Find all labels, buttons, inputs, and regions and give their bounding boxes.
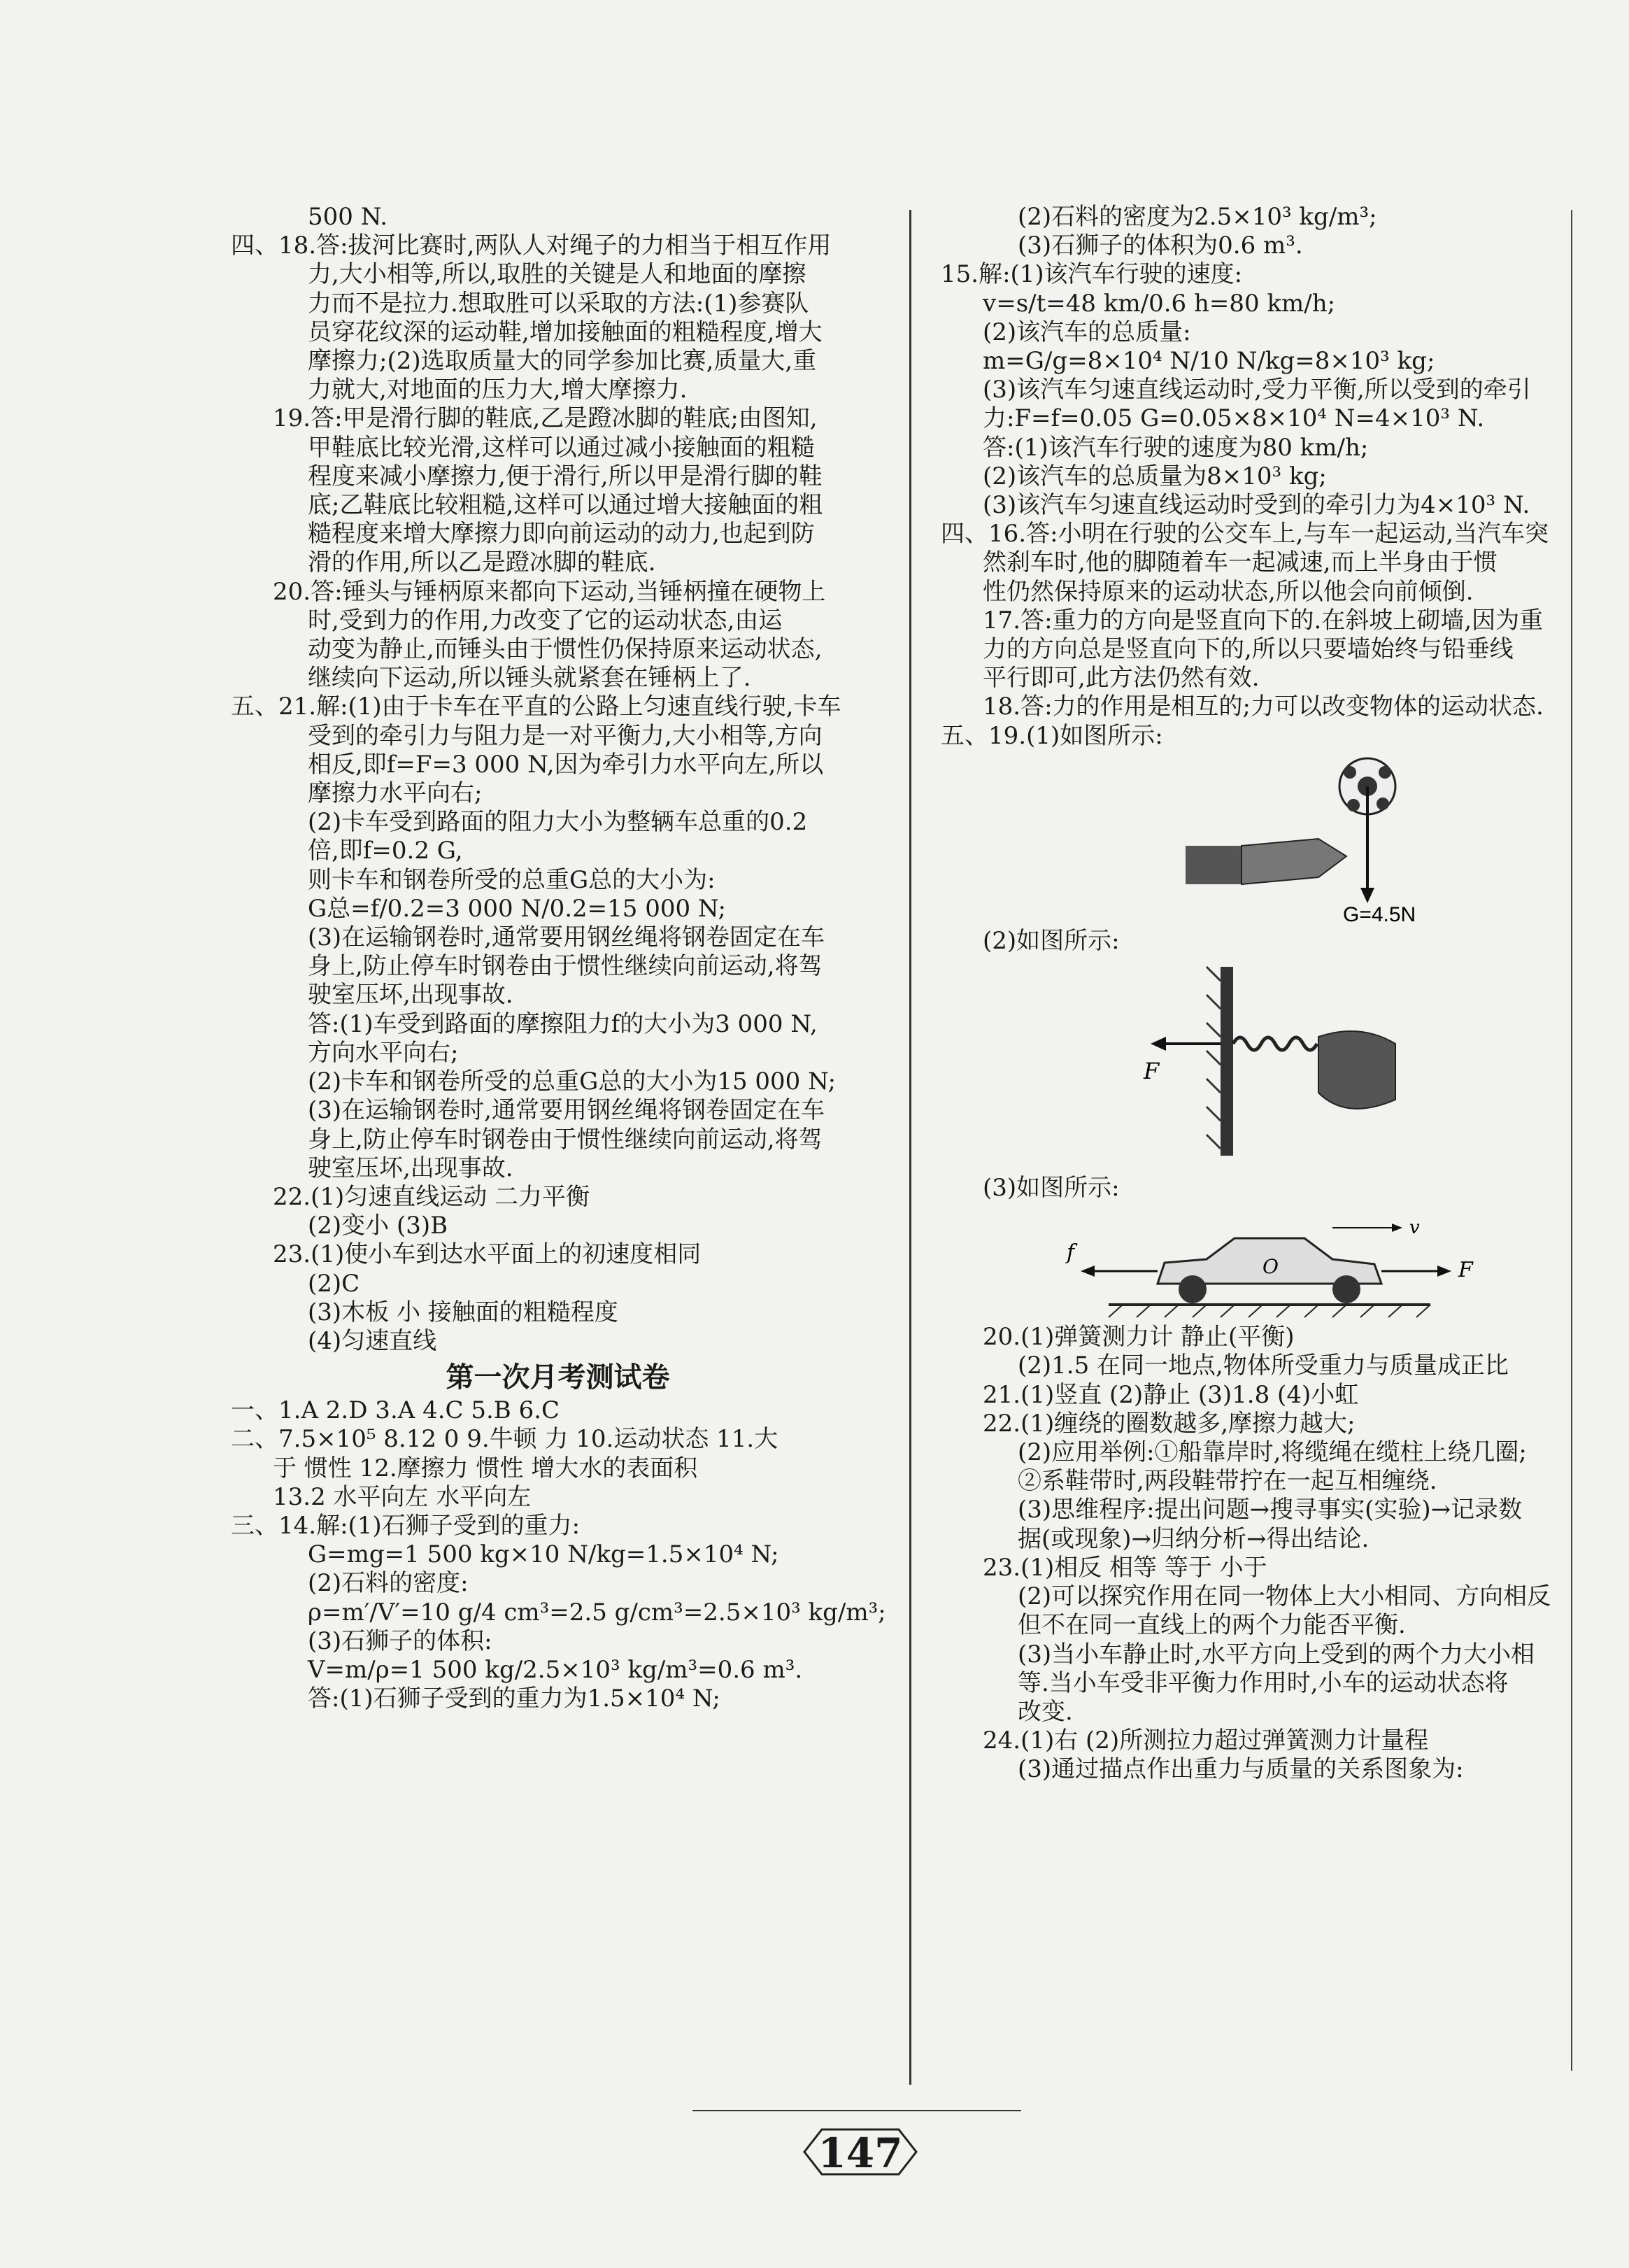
page-number bbox=[790, 2124, 930, 2180]
text-line: 22.(1)缠绕的圈数越多,摩擦力越大; bbox=[983, 1409, 1356, 1438]
right-answers-block bbox=[941, 203, 1556, 751]
text-line: 22.(1)匀速直线运动 二力平衡 bbox=[273, 1182, 590, 1211]
text-line: 四、16.答:小明在行驶的公交车上,与车一起运动,当汽车突 bbox=[941, 520, 1549, 548]
text-line: 身上,防止停车时钢卷由于惯性继续向前运动,将驾 bbox=[308, 952, 823, 981]
text-line: 五、21.解:(1)由于卡车在平直的公路上匀速直线行驶,卡车 bbox=[231, 693, 841, 721]
text-line: 三、14.解:(1)石狮子受到的重力: bbox=[231, 1511, 581, 1540]
text-line: V=m/ρ=1 500 kg/2.5×10³ kg/m³=0.6 m³. bbox=[308, 1655, 803, 1684]
kick-ball-diagram bbox=[941, 755, 1556, 923]
right-column bbox=[941, 203, 1556, 1785]
text-line: 21.(1)竖直 (2)静止 (3)1.8 (4)小虹 bbox=[983, 1380, 1359, 1409]
text-line: 力:F=f=0.05 G=0.05×8×10⁴ N=4×10³ N. bbox=[983, 404, 1485, 433]
text-line: 改变. bbox=[1018, 1697, 1073, 1726]
text-line: 13.2 水平向左 水平向左 bbox=[273, 1482, 532, 1511]
text-line: (3)在运输钢卷时,通常要用钢丝绳将钢卷固定在车 bbox=[308, 923, 825, 952]
text-line: 然刹车时,他的脚随着车一起减速,而上半身由于惯 bbox=[983, 548, 1498, 577]
text-line: 糙程度来增大摩擦力即向前运动的动力,也起到防 bbox=[308, 520, 815, 548]
text-line: (3)石狮子的体积: bbox=[308, 1626, 492, 1655]
text-line: (4)匀速直线 bbox=[308, 1326, 437, 1355]
text-line: 方向水平向右; bbox=[308, 1038, 459, 1067]
text-line: (2)1.5 在同一地点,物体所受重力与质量成正比 bbox=[1018, 1352, 1509, 1380]
text-line: 500 N. bbox=[308, 203, 388, 231]
figure-kick-ball bbox=[941, 755, 1556, 923]
traction-F-label: F bbox=[1458, 1258, 1473, 1283]
text-line: 24.(1)右 (2)所测拉力超过弹簧测力计量程 bbox=[983, 1727, 1429, 1755]
text-line: ②系鞋带时,两段鞋带拧在一起互相缠绕. bbox=[1018, 1467, 1437, 1496]
text-line: 受到的牵引力与阻力是一对平衡力,大小相等,方向 bbox=[308, 721, 823, 750]
text-line: 相反,即f=F=3 000 N,因为牵引力水平向左,所以 bbox=[308, 750, 824, 779]
text-line: (3)在运输钢卷时,通常要用钢丝绳将钢卷固定在车 bbox=[308, 1096, 825, 1125]
text-line: 19.答:甲是滑行脚的鞋底,乙是蹬冰脚的鞋底;由图知, bbox=[273, 404, 818, 433]
text-line: 据(或现象)→归纳分析→得出结论. bbox=[1018, 1524, 1370, 1553]
text-line: 18.答:力的作用是相互的;力可以改变物体的运动状态. bbox=[983, 693, 1544, 721]
text-line: 甲鞋底比较光滑,这样可以通过减小接触面的粗糙 bbox=[308, 433, 815, 462]
text-line: 倍,即f=0.2 G, bbox=[308, 837, 463, 865]
text-line: 动变为静止,而锤头由于惯性仍保持原来运动状态, bbox=[308, 635, 823, 664]
text-line: (2)卡车受到路面的阻力大小为整辆车总重的0.2 bbox=[308, 808, 808, 837]
text-line: (3)通过描点作出重力与质量的关系图象为: bbox=[1018, 1755, 1464, 1784]
text-line: (2)可以探究作用在同一物体上大小相同、方向相反 bbox=[1018, 1582, 1551, 1611]
text-line: 底;乙鞋底比较粗糙,这样可以通过增大接触面的粗 bbox=[308, 491, 823, 520]
text-line: 身上,防止停车时钢卷由于惯性继续向前运动,将驾 bbox=[308, 1125, 823, 1154]
text-line: 于 惯性 12.摩擦力 惯性 增大水的表面积 bbox=[273, 1454, 698, 1482]
page-number-text: 147 bbox=[818, 2129, 903, 2177]
text-line: (2)石料的密度: bbox=[308, 1569, 469, 1598]
text-line: (3)木板 小 接触面的粗糙程度 bbox=[308, 1298, 618, 1326]
fig3-caption: (3)如图所示: bbox=[983, 1174, 1120, 1203]
text-line: 但不在同一直线上的两个力能否平衡. bbox=[1018, 1611, 1406, 1640]
text-line: 力而不是拉力.想取胜可以采取的方法:(1)参赛队 bbox=[308, 289, 809, 318]
text-line: 平行即可,此方法仍然有效. bbox=[983, 664, 1260, 693]
left-answers-block-2 bbox=[231, 1396, 885, 1713]
text-line: 力就大,对地面的压力大,增大摩擦力. bbox=[308, 376, 688, 404]
text-line: 五、19.(1)如图所示: bbox=[941, 721, 1163, 750]
text-line: 员穿花纹深的运动鞋,增加接触面的粗糙程度,增大 bbox=[308, 318, 823, 346]
text-line: 四、18.答:拔河比赛时,两队人对绳子的力相当于相互作用 bbox=[231, 232, 832, 260]
text-line: (2)该汽车的总质量: bbox=[983, 318, 1191, 346]
text-line: 时,受到力的作用,力改变了它的运动状态,由运 bbox=[308, 606, 783, 635]
text-line: 等.当小车受非平衡力作用时,小车的运动状态将 bbox=[1018, 1668, 1509, 1697]
text-line: 驶室压坏,出现事故. bbox=[308, 1154, 513, 1182]
text-line: (2)石料的密度为2.5×10³ kg/m³; bbox=[1018, 203, 1377, 231]
car-diagram bbox=[941, 1207, 1556, 1319]
text-line: (3)当小车静止时,水平方向上受到的两个力大小相 bbox=[1018, 1640, 1535, 1668]
text-line: 答:(1)石狮子受到的重力为1.5×10⁴ N; bbox=[308, 1685, 720, 1713]
text-line: 17.答:重力的方向是竖直向下的.在斜坡上砌墙,因为重 bbox=[983, 606, 1544, 635]
gravity-label: G=4.5N bbox=[1343, 902, 1416, 923]
center-o-label: O bbox=[1262, 1255, 1279, 1279]
right-answers-block-2 bbox=[941, 1323, 1556, 1784]
text-line: (2)卡车和钢卷所受的总重G总的大小为15 000 N; bbox=[308, 1068, 837, 1096]
text-line: 驶室压坏,出现事故. bbox=[308, 981, 513, 1009]
text-line: 则卡车和钢卷所受的总重G总的大小为: bbox=[308, 865, 716, 894]
text-line: G总=f/0.2=3 000 N/0.2=15 000 N; bbox=[308, 894, 726, 923]
text-line: 力,大小相等,所以,取胜的关键是人和地面的摩擦 bbox=[308, 260, 806, 289]
left-column bbox=[231, 203, 885, 1713]
friction-f-label: f bbox=[1067, 1240, 1075, 1266]
text-line: (3)该汽车匀速直线运动时,受力平衡,所以受到的牵引 bbox=[983, 376, 1531, 404]
section-title: 第一次月考测试卷 bbox=[446, 1361, 670, 1394]
text-line: 滑的作用,所以乙是蹬冰脚的鞋底. bbox=[308, 548, 656, 577]
wall-spring-diagram bbox=[941, 960, 1556, 1170]
text-line: (3)该汽车匀速直线运动时受到的牵引力为4×10³ N. bbox=[983, 491, 1530, 520]
figure-wall-spring bbox=[941, 960, 1556, 1170]
text-line: 23.(1)相反 相等 等于 小于 bbox=[983, 1553, 1267, 1582]
page-number-rule bbox=[692, 2110, 1021, 2111]
left-answers-block bbox=[231, 203, 885, 1356]
right-margin-rule bbox=[1571, 210, 1572, 2071]
text-line: v=s/t=48 km/0.6 h=80 km/h; bbox=[983, 289, 1336, 318]
text-line: 15.解:(1)该汽车行驶的速度: bbox=[941, 260, 1243, 289]
text-line: ρ=m′/V′=10 g/4 cm³=2.5 g/cm³=2.5×10³ kg/m³; bbox=[308, 1598, 886, 1626]
text-line: 性仍然保持原来的运动状态,所以他会向前倾倒. bbox=[983, 577, 1474, 606]
text-line: 继续向下运动,所以锤头就紧套在锤柄上了. bbox=[308, 664, 751, 693]
text-line: 力的方向总是竖直向下的,所以只要墙始终与铅垂线 bbox=[983, 635, 1514, 664]
force-f-label: F bbox=[1144, 1058, 1160, 1085]
text-line: 23.(1)使小车到达水平面上的初速度相同 bbox=[273, 1240, 702, 1269]
fig2-caption: (2)如图所示: bbox=[983, 926, 1120, 955]
text-line: (2)C bbox=[308, 1269, 360, 1298]
text-line: 二、7.5×10⁵ 8.12 0 9.牛顿 力 10.运动状态 11.大 bbox=[231, 1425, 778, 1454]
text-line: 答:(1)车受到路面的摩擦阻力f的大小为3 000 N, bbox=[308, 1009, 818, 1038]
text-line: (3)石狮子的体积为0.6 m³. bbox=[1018, 232, 1303, 260]
text-line: (2)该汽车的总质量为8×10³ kg; bbox=[983, 462, 1327, 490]
text-line: 摩擦力;(2)选取质量大的同学参加比赛,质量大,重 bbox=[308, 347, 817, 376]
figure-car bbox=[941, 1207, 1556, 1319]
text-line: 答:(1)该汽车行驶的速度为80 km/h; bbox=[983, 433, 1369, 462]
velocity-v-label: v bbox=[1409, 1217, 1420, 1239]
text-line: (2)应用举例:①船靠岸时,将缆绳在缆柱上绕几圈; bbox=[1018, 1438, 1527, 1467]
text-line: (2)变小 (3)B bbox=[308, 1212, 448, 1240]
text-line: 程度来减小摩擦力,便于滑行,所以甲是滑行脚的鞋 bbox=[308, 462, 823, 490]
text-line: (3)思维程序:提出问题→搜寻事实(实验)→记录数 bbox=[1018, 1496, 1523, 1524]
text-line: 一、1.A 2.D 3.A 4.C 5.B 6.C bbox=[231, 1396, 560, 1425]
text-line: 摩擦力水平向右; bbox=[308, 779, 483, 808]
text-line: 20.答:锤头与锤柄原来都向下运动,当锤柄撞在硬物上 bbox=[273, 577, 826, 606]
column-divider bbox=[909, 210, 911, 2085]
text-line: G=mg=1 500 kg×10 N/kg=1.5×10⁴ N; bbox=[308, 1540, 779, 1569]
text-line: 20.(1)弹簧测力计 静止(平衡) bbox=[983, 1323, 1295, 1352]
text-line: m=G/g=8×10⁴ N/10 N/kg=8×10³ kg; bbox=[983, 347, 1435, 376]
